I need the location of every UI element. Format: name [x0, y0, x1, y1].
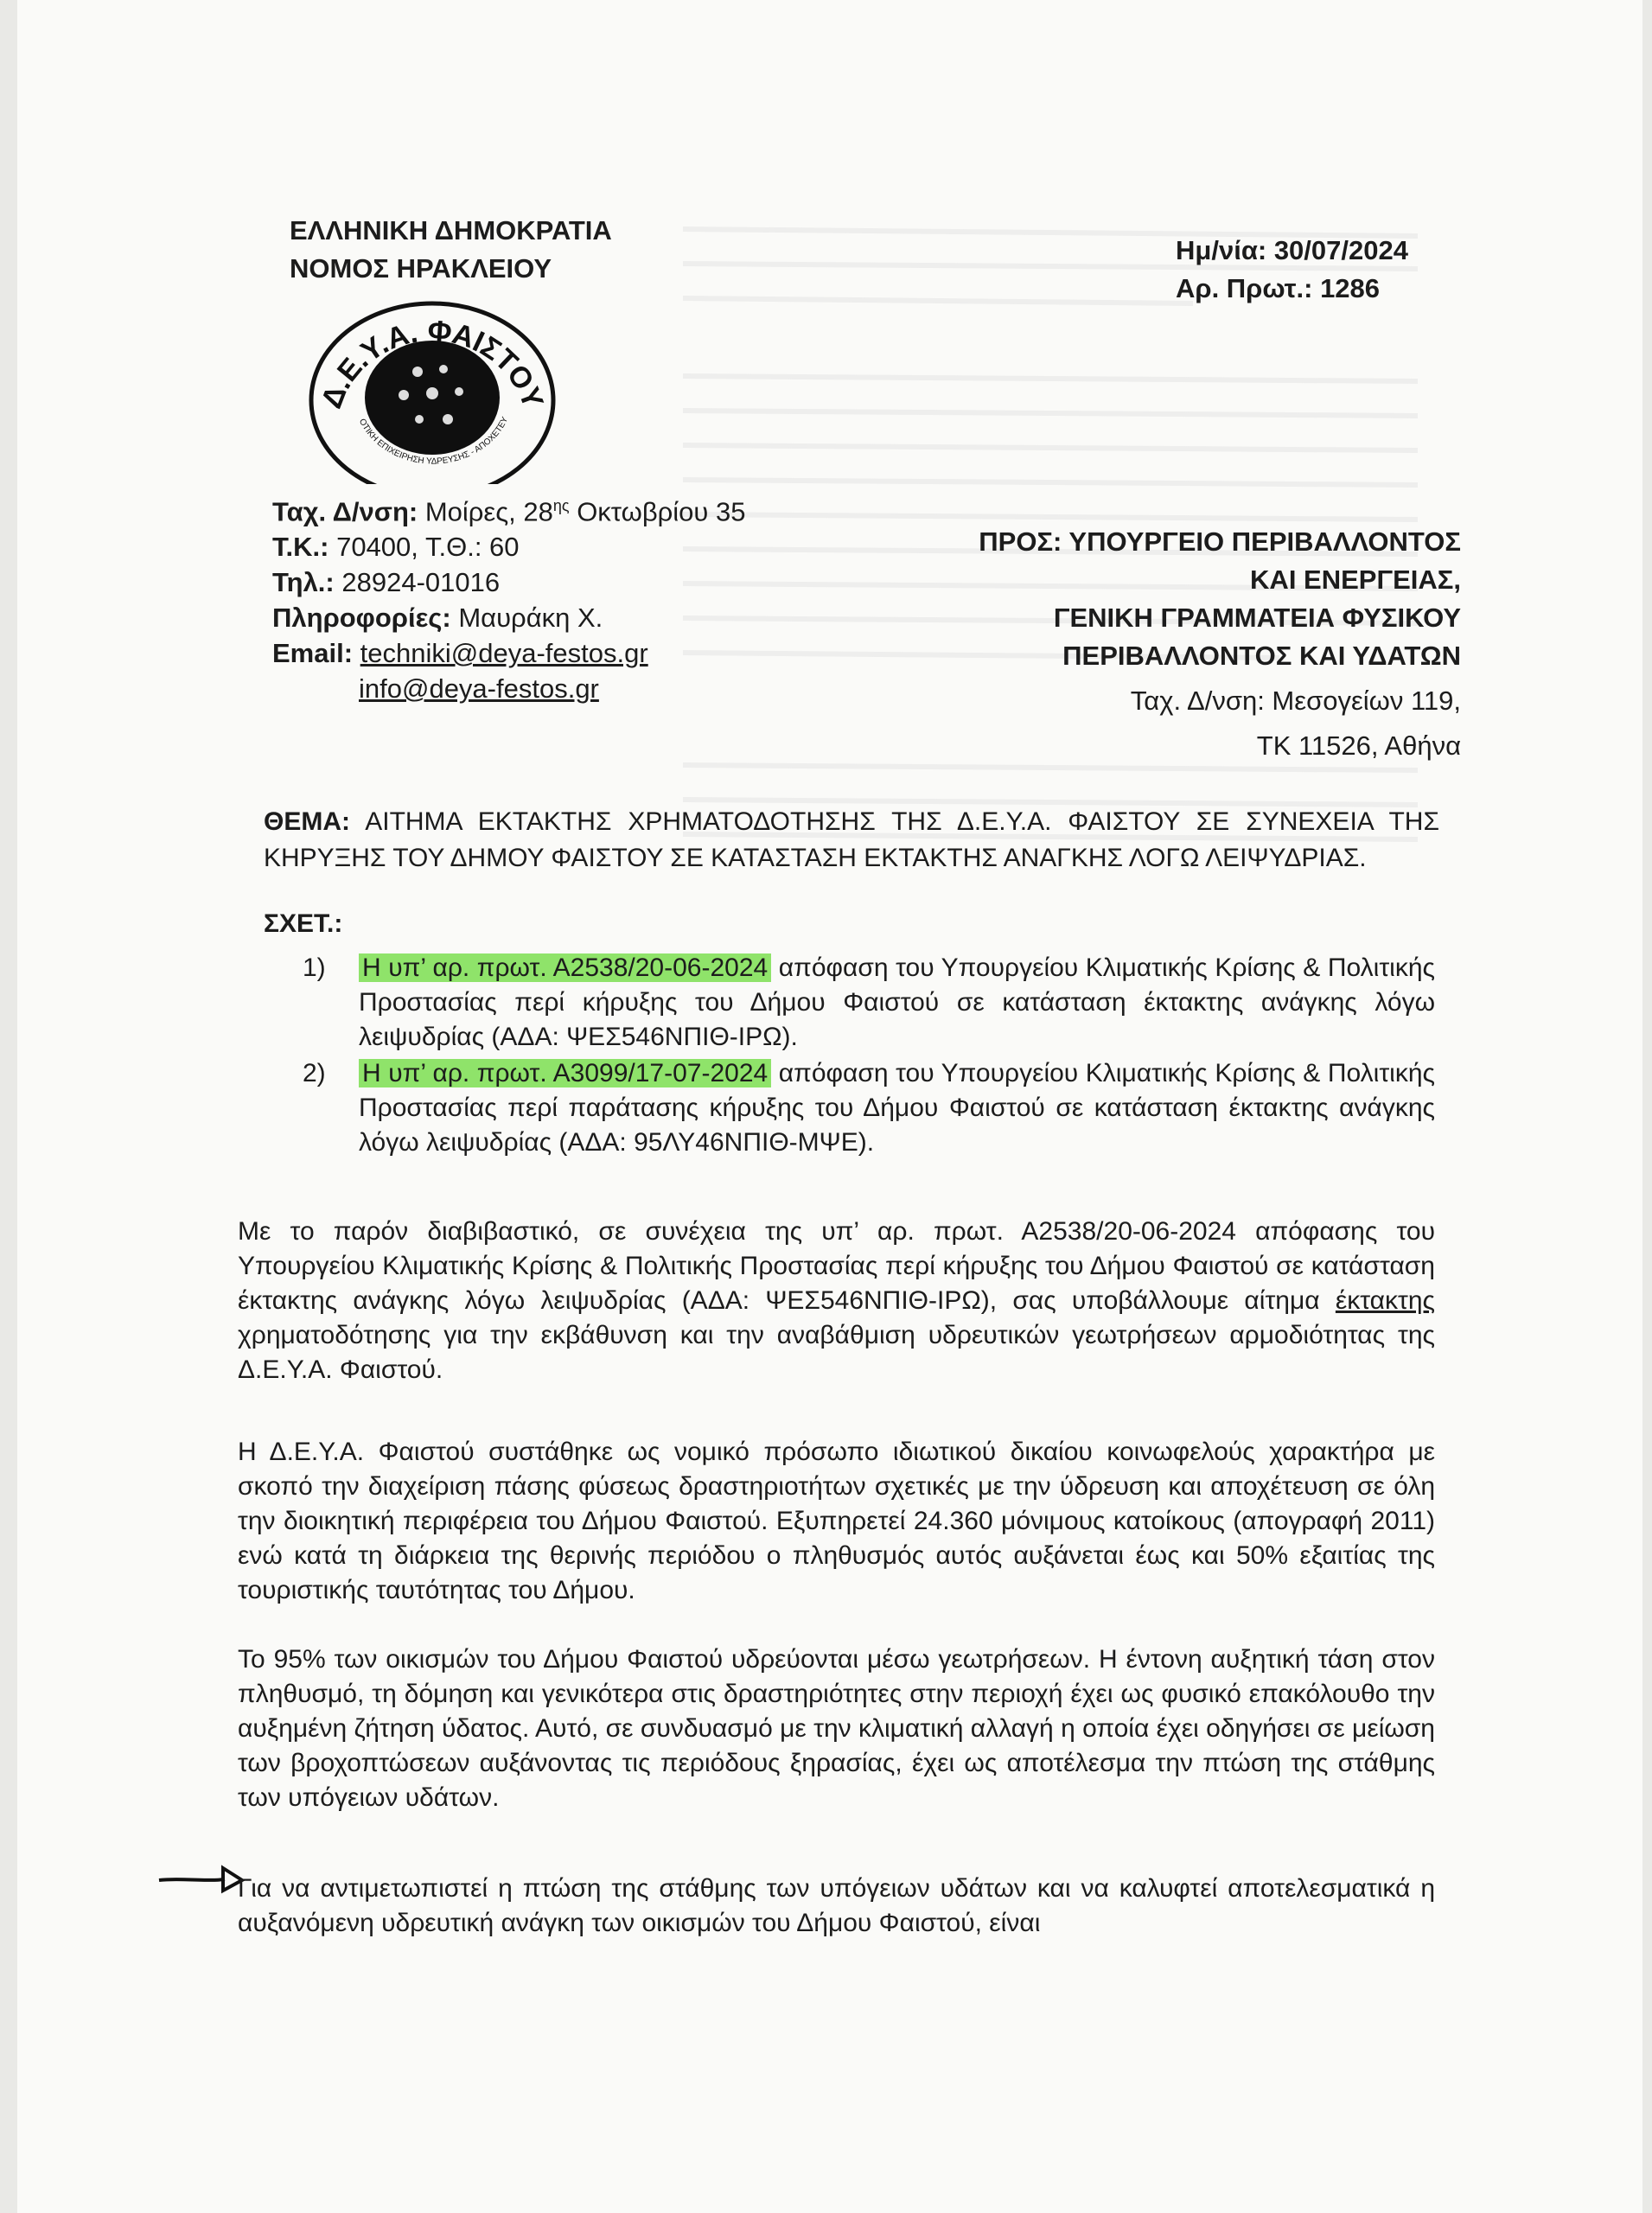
- reference-item: [303, 1056, 1435, 1160]
- body-paragraph-1: [238, 1215, 1435, 1387]
- phone-value: 28924-01016: [334, 567, 501, 598]
- underlined-word: έκτακτης: [1335, 1286, 1435, 1315]
- document-meta: [1176, 232, 1408, 308]
- recipient-line-1: ΠΡΟΣ: ΥΠΟΥΡΓΕΙΟ ΠΕΡΙΒΑΛΛΟΝΤΟΣ: [979, 526, 1461, 557]
- reference-text: [359, 1056, 1435, 1160]
- info-label: Πληροφορίες:: [272, 603, 451, 634]
- sender-phone-line: [272, 564, 745, 600]
- body-paragraph-4: Για να αντιμετωπιστεί η πτώση της στάθμης των υπόγειων υδάτων και να καλυφτεί αποτελεσματικά η αυξανόμενη υδρευτική ανάγκη των οικισμών του Δήμου Φαιστού, είναι: [238, 1874, 1435, 1937]
- deya-logo-seal: [307, 290, 558, 484]
- document-page: [17, 0, 1642, 2213]
- hand-drawn-arrow-icon: [156, 1863, 251, 1897]
- sender-address-block: [272, 488, 745, 706]
- email-label: Email:: [272, 638, 354, 669]
- email-link-info[interactable]: info@deya-festos.gr: [359, 673, 599, 705]
- recipient-line-2: ΚΑΙ ΕΝΕΡΓΕΙΑΣ,: [1250, 564, 1461, 595]
- sender-tk-line: [272, 529, 745, 564]
- reference-number: 2): [303, 1059, 326, 1087]
- sender-info-line: [272, 600, 745, 635]
- protocol-number: Αρ. Πρωτ.: 1286: [1176, 273, 1381, 303]
- reference-body: απόφαση του Υπουργείου Κλιματικής Κρίσης & Πολιτικής Προστασίας περί παράτασης κήρυξης του Δήμου Φαιστού σε κατάσταση έκτακτης ανάγκης λόγω λειψυδρίας (ΑΔΑ: 95ΛΥ46ΝΠΙΘ-ΜΨΕ).: [359, 1059, 1435, 1157]
- address-superscript: ης: [552, 497, 570, 514]
- recipient-block: [951, 523, 1461, 765]
- reference-number: 1): [303, 953, 326, 982]
- paragraph-text: Με το παρόν διαβιβαστικό, σε συνέχεια της υπ’ αρ. πρωτ. Α2538/20-06-2024 απόφασης του Υπουργείου Κλιματικής Κρίσης & Πολιτικής Προστασίας περί κήρυξης του Δήμου Φαιστού σε κατάσταση έκτακτης ανάγκης λόγω λειψυδρίας (ΑΔΑ: ΨΕΣ546ΝΠΙΘ-ΙΡΩ), σας υποβάλλουμε αίτημα: [238, 1217, 1435, 1315]
- address-label: Ταχ. Δ/νση:: [272, 496, 418, 527]
- issuer-prefecture: ΝΟΜΟΣ ΗΡΑΚΛΕΙΟΥ: [290, 253, 552, 284]
- recipient-line-4: ΠΕΡΙΒΑΛΛΟΝΤΟΣ ΚΑΙ ΥΔΑΤΩΝ: [1062, 641, 1461, 671]
- address-value: Μοίρες, 28: [418, 496, 553, 527]
- subject-block: [264, 804, 1439, 877]
- issuer-country: ΕΛΛΗΝΙΚΗ ΔΗΜΟΚΡΑΤΙΑ: [290, 215, 612, 246]
- reference-highlight: Η υπ’ αρ. πρωτ. Α3099/17-07-2024: [359, 1059, 771, 1087]
- paragraph-text: χρηματοδότησης για την εκβάθυνση και την αναβάθμιση υδρευτικών γεωτρήσεων αρμοδιότητας της Δ.Ε.Υ.Α. Φαιστού.: [238, 1321, 1435, 1384]
- sender-email-line-2: [272, 671, 745, 706]
- recipient-address: Ταχ. Δ/νση: Μεσογείων 119,: [1130, 686, 1461, 716]
- references-label: ΣΧΕΤ.:: [264, 909, 343, 938]
- tk-value: 70400, Τ.Θ.: 60: [328, 532, 520, 563]
- email-link-techniki[interactable]: techniki@deya-festos.gr: [360, 638, 648, 669]
- reference-item: [303, 951, 1435, 1055]
- subject-text: ΑΙΤΗΜΑ ΕΚΤΑΚΤΗΣ ΧΡΗΜΑΤΟΔΟΤΗΣΗΣ ΤΗΣ Δ.Ε.Υ.Α. ΦΑΙΣΤΟΥ ΣΕ ΣΥΝΕΧΕΙΑ ΤΗΣ ΚΗΡΥΞΗΣ ΤΟΥ ΔΗΜΟΥ ΦΑΙΣΤΟΥ ΣΕ ΚΑΤΑΣΤΑΣΗ ΕΚΤΑΚΤΗΣ ΑΝΑΓΚΗΣ ΛΟΓΩ ΛΕΙΨΥΔΡΙΑΣ.: [264, 807, 1439, 872]
- issuer-header: [290, 212, 612, 288]
- body-paragraph-3: Το 95% των οικισμών του Δήμου Φαιστού υδρεύονται μέσω γεωτρήσεων. Η έντονη αυξητική τάση στον πληθυσμό, τη δόμηση και γενικότερα στις δραστηριότητες στην περιοχή έχει ως φυσικό επακόλουθο την αυξημένη ζήτηση ύδατος. Αυτό, σε συνδυασμό με την κλιματική αλλαγή η οποία έχει οδηγήσει σε μείωση των βροχοπτώσεων αυξάνοντας τις περιόδους ξηρασίας, έχει ως αποτέλεσμα την πτώση της στάθμης των υπόγειων υδάτων.: [238, 1645, 1435, 1812]
- info-value: Μαυράκη Χ.: [450, 603, 603, 634]
- phone-label: Τηλ.:: [272, 567, 335, 598]
- recipient-city: ΤΚ 11526, Αθήνα: [1256, 730, 1461, 761]
- reference-text: [359, 951, 1435, 1055]
- sender-email-line: [272, 635, 745, 671]
- recipient-line-3: ΓΕΝΙΚΗ ΓΡΑΜΜΑΤΕΙΑ ΦΥΣΙΚΟΥ: [1053, 603, 1461, 633]
- sender-address-line: [272, 488, 745, 529]
- address-tail: Οκτωβρίου 35: [569, 496, 746, 527]
- logo-text-bottom: ΟΤΙΚΗ ΕΠΙΧΕΙΡΗΣΗ ΥΔΡΕΥΣΗΣ - ΑΠΟΧΕΤΕΥ: [356, 415, 511, 467]
- reference-body: απόφαση του Υπουργείου Κλιματικής Κρίσης & Πολιτικής Προστασίας περί κήρυξης του Δήμου Φαιστού σε κατάσταση έκτακτης ανάγκης λόγω λειψυδρίας (ΑΔΑ: ΨΕΣ546ΝΠΙΘ-ΙΡΩ).: [359, 953, 1435, 1051]
- tk-label: Τ.Κ.:: [272, 532, 329, 563]
- body-paragraph-2: Η Δ.Ε.Υ.Α. Φαιστού συστάθηκε ως νομικό πρόσωπο ιδιωτικού δικαίου κοινωφελούς χαρακτήρα με σκοπό την διαχείριση πάσης φύσεως δραστηριοτήτων σχετικές με την ύδρευση και αποχέτευση σε όλη την διοικητική περιφέρεια του Δήμου Φαιστού. Εξυπηρετεί 24.360 μόνιμους κατοίκους (απογραφή 2011) ενώ κατά τη διάρκεια της θερινής περιόδου ο πληθυσμός αυτός αυξάνεται έως και 50% εξαιτίας της τουριστικής ταυτότητας του Δήμου.: [238, 1438, 1435, 1604]
- arrow-svg: [156, 1863, 251, 1897]
- reference-highlight: Η υπ’ αρ. πρωτ. Α2538/20-06-2024: [359, 953, 771, 982]
- logo-text-top: Δ.Ε.Υ.Α. ΦΑΙΣΤΟΥ: [315, 314, 550, 413]
- subject-label: ΘΕΜΑ:: [264, 807, 350, 836]
- deya-logo: [307, 290, 558, 484]
- document-date: Ημ/νία: 30/07/2024: [1176, 235, 1408, 265]
